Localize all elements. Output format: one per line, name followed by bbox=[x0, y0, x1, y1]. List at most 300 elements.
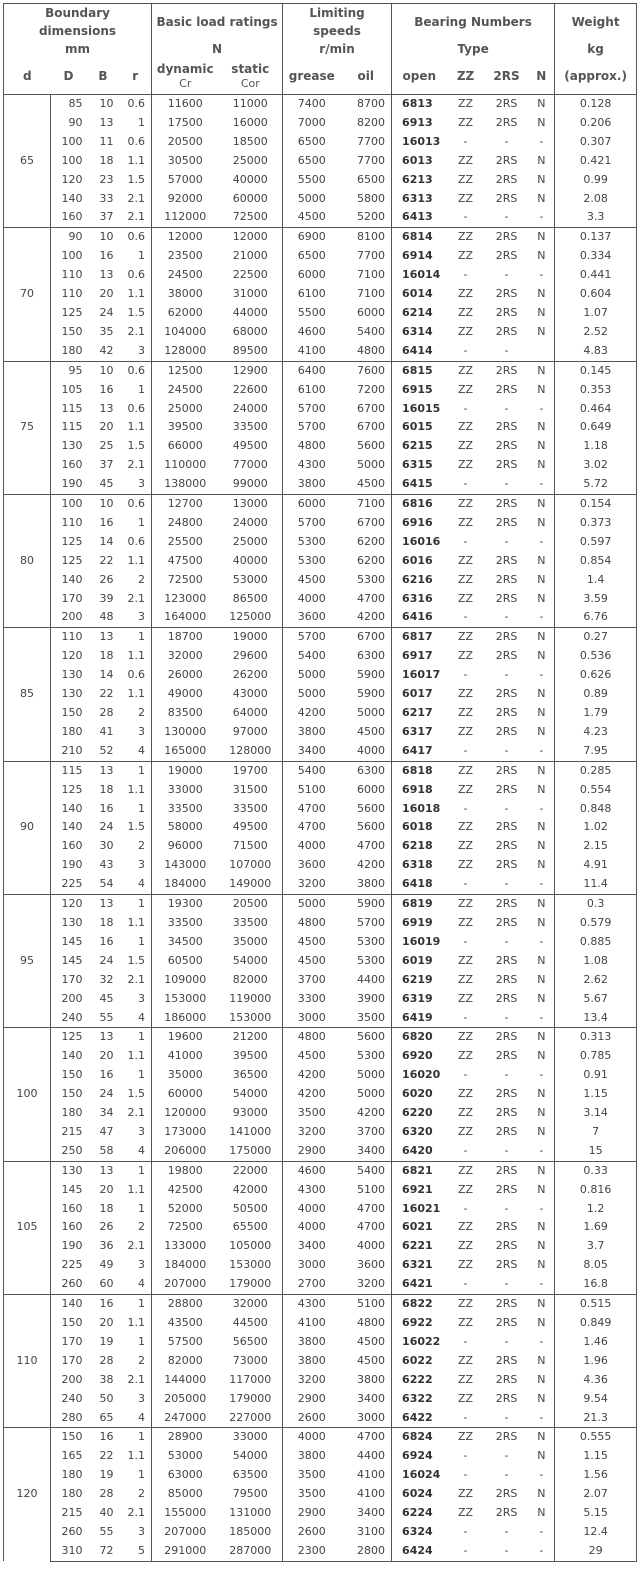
cell-weight: 1.2 bbox=[555, 1200, 637, 1219]
table-row bbox=[4, 1066, 637, 1085]
cell-n: - bbox=[529, 1523, 555, 1542]
cell-n: N bbox=[529, 1314, 555, 1333]
row-group-d120 bbox=[4, 1428, 637, 1561]
cell-static: 175000 bbox=[219, 1142, 283, 1161]
cell-dynamic: 173000 bbox=[164, 1124, 207, 1138]
cell-dynamic: 47500 bbox=[167, 553, 203, 567]
cell-B: 28 bbox=[99, 1487, 114, 1501]
table-row bbox=[4, 666, 637, 685]
header-bearing-title: Bearing Numbers bbox=[392, 4, 555, 41]
cell-oil: 5600 bbox=[341, 437, 392, 456]
cell-weight: 0.91 bbox=[555, 1066, 637, 1085]
cell-r: 0.6 bbox=[120, 495, 152, 514]
cell-oil: 7600 bbox=[341, 361, 392, 380]
header-col-oil: oil bbox=[341, 58, 392, 95]
cell-weight: 2.62 bbox=[555, 971, 637, 990]
cell-r: 2.1 bbox=[120, 190, 152, 209]
cell-n: N bbox=[529, 361, 555, 380]
cell-oil: 5300 bbox=[341, 933, 392, 952]
cell-open: 6415 bbox=[402, 477, 433, 491]
cell-D: 130 bbox=[51, 1161, 87, 1180]
cell-oil: 5100 bbox=[341, 1295, 392, 1314]
cell-open: 6315 bbox=[402, 458, 433, 472]
cell-r: 2.1 bbox=[120, 1237, 152, 1256]
cell-B: 13 bbox=[87, 895, 120, 914]
cell-oil: 4200 bbox=[341, 1104, 392, 1123]
cell-r: 1 bbox=[120, 1295, 152, 1314]
cell-open: 6016 bbox=[402, 553, 433, 567]
cell-oil: 3100 bbox=[341, 1523, 392, 1542]
table-row bbox=[4, 437, 637, 456]
cell-oil: 7100 bbox=[341, 266, 392, 285]
table-row bbox=[4, 1542, 637, 1561]
cell-B: 13 bbox=[87, 628, 120, 647]
table-row bbox=[4, 1256, 637, 1275]
cell-zz: ZZ bbox=[458, 687, 474, 701]
cell-dynamic: 57500 bbox=[167, 1334, 203, 1348]
cell-grease: 6500 bbox=[297, 153, 326, 167]
cell-zz: ZZ bbox=[458, 458, 474, 472]
cell-open: 6219 bbox=[402, 972, 433, 986]
row-group-d90 bbox=[4, 761, 637, 894]
cell-weight: 0.515 bbox=[555, 1295, 637, 1314]
table-row bbox=[4, 514, 637, 533]
cell-r: 1 bbox=[120, 1333, 152, 1352]
cell-static: 153000 bbox=[219, 1256, 283, 1275]
cell-oil: 7100 bbox=[341, 495, 392, 514]
cell-B: 22 bbox=[99, 687, 114, 701]
cell-D: 215 bbox=[61, 1506, 83, 1520]
cell-oil: 4400 bbox=[341, 971, 392, 990]
cell-r: 4 bbox=[120, 875, 152, 894]
table-row bbox=[4, 1295, 637, 1314]
cell-oil: 3400 bbox=[341, 1390, 392, 1409]
cell-D: 130 bbox=[61, 439, 83, 453]
cell-weight: 0.536 bbox=[555, 647, 637, 666]
cell-r: 0.6 bbox=[120, 95, 152, 114]
cell-D: 310 bbox=[51, 1542, 87, 1561]
cell-open: 6819 bbox=[392, 895, 447, 914]
cell-r: 3 bbox=[120, 990, 152, 1009]
cell-2rs: 2RS bbox=[495, 820, 518, 834]
cell-r: 0.6 bbox=[120, 400, 152, 419]
cell-dynamic: 35000 bbox=[167, 1068, 203, 1082]
cell-zz: - bbox=[463, 668, 468, 682]
cell-zz: - bbox=[463, 877, 468, 891]
cell-static: 287000 bbox=[219, 1542, 283, 1561]
cell-grease: 6100 bbox=[297, 382, 326, 396]
cell-d: 70 bbox=[4, 228, 51, 361]
cell-2rs: - bbox=[504, 1143, 509, 1157]
cell-weight: 0.649 bbox=[555, 418, 637, 437]
header-col-r: r bbox=[120, 58, 152, 95]
table-row bbox=[4, 304, 637, 323]
cell-2rs: 2RS bbox=[485, 495, 529, 514]
table-row bbox=[4, 742, 637, 761]
cell-r: 2.1 bbox=[120, 1504, 152, 1523]
cell-n: - bbox=[529, 533, 555, 552]
cell-grease: 4800 bbox=[297, 915, 326, 929]
cell-oil: 3500 bbox=[341, 1009, 392, 1028]
cell-B: 34 bbox=[99, 1106, 114, 1120]
cell-oil: 4000 bbox=[341, 742, 392, 761]
cell-grease: 6000 bbox=[297, 268, 326, 282]
cell-B: 39 bbox=[99, 591, 114, 605]
cell-n: N bbox=[529, 285, 555, 304]
cell-r: 0.6 bbox=[120, 361, 152, 380]
header-col-grease: grease bbox=[288, 69, 335, 83]
cell-static: 13000 bbox=[219, 495, 283, 514]
cell-zz: ZZ bbox=[458, 287, 474, 301]
cell-open: 6014 bbox=[402, 287, 433, 301]
cell-static: 39500 bbox=[219, 1047, 283, 1066]
cell-oil: 7100 bbox=[341, 285, 392, 304]
cell-weight: 7.95 bbox=[555, 742, 637, 761]
cell-weight: 0.579 bbox=[555, 914, 637, 933]
cell-dynamic: 33500 bbox=[167, 915, 203, 929]
cell-static: 24000 bbox=[219, 400, 283, 419]
header-static-symbol: Cor bbox=[240, 76, 260, 90]
cell-B: 16 bbox=[99, 382, 114, 396]
cell-2rs: - bbox=[504, 1468, 509, 1482]
cell-B: 19 bbox=[99, 1334, 114, 1348]
cell-2rs: 2RS bbox=[495, 724, 518, 738]
table-row bbox=[4, 685, 637, 704]
cell-grease: 3800 bbox=[297, 1334, 326, 1348]
cell-dynamic: 153000 bbox=[164, 991, 207, 1005]
cell-static: 119000 bbox=[219, 990, 283, 1009]
cell-weight: 0.626 bbox=[555, 666, 637, 685]
cell-B: 54 bbox=[99, 877, 114, 891]
cell-n: - bbox=[529, 608, 555, 627]
cell-weight: 0.554 bbox=[555, 781, 637, 800]
cell-oil: 5900 bbox=[341, 895, 392, 914]
cell-D: 140 bbox=[61, 572, 83, 586]
cell-open: 6914 bbox=[402, 249, 433, 263]
cell-oil: 5000 bbox=[341, 1085, 392, 1104]
header-col-D: D bbox=[63, 69, 74, 83]
cell-grease: 4700 bbox=[297, 801, 326, 815]
cell-n: N bbox=[529, 952, 555, 971]
header-col-2rs: 2RS bbox=[493, 69, 520, 83]
cell-static: 22600 bbox=[219, 381, 283, 400]
cell-oil: 5600 bbox=[341, 800, 392, 819]
cell-B: 16 bbox=[99, 249, 114, 263]
cell-grease: 5000 bbox=[297, 191, 326, 205]
cell-zz: ZZ bbox=[458, 724, 474, 738]
cell-D: 150 bbox=[61, 324, 83, 338]
cell-weight: 0.849 bbox=[555, 1314, 637, 1333]
cell-D: 190 bbox=[61, 858, 83, 872]
table-row bbox=[4, 837, 637, 856]
cell-dynamic: 25500 bbox=[167, 534, 203, 548]
cell-zz: ZZ bbox=[458, 1182, 474, 1196]
table-row bbox=[4, 914, 637, 933]
cell-B: 16 bbox=[99, 934, 114, 948]
cell-n: N bbox=[529, 456, 555, 475]
cell-oil: 4400 bbox=[341, 1447, 392, 1466]
table-row bbox=[4, 456, 637, 475]
cell-weight: 0.128 bbox=[555, 95, 637, 114]
cell-D: 90 bbox=[68, 115, 83, 129]
cell-r: 2 bbox=[120, 1218, 152, 1237]
cell-zz: ZZ bbox=[447, 95, 485, 114]
cell-oil: 2800 bbox=[341, 1542, 392, 1561]
table-row bbox=[4, 818, 637, 837]
table-row bbox=[4, 1123, 637, 1142]
cell-dynamic: 42500 bbox=[167, 1182, 203, 1196]
cell-oil: 4500 bbox=[341, 723, 392, 742]
cell-2rs: 2RS bbox=[495, 1316, 518, 1329]
cell-n: N bbox=[529, 228, 555, 247]
cell-open: 6421 bbox=[402, 1277, 433, 1291]
cell-d: 65 bbox=[4, 95, 51, 228]
cell-2rs: - bbox=[504, 1201, 509, 1215]
cell-dynamic: 39500 bbox=[167, 420, 203, 434]
cell-static: 35000 bbox=[219, 933, 283, 952]
cell-2rs: - bbox=[504, 610, 509, 624]
cell-n: - bbox=[529, 1542, 555, 1561]
cell-dynamic: 184000 bbox=[164, 877, 207, 891]
cell-r: 1.5 bbox=[120, 1085, 152, 1104]
cell-2rs: 2RS bbox=[485, 1161, 529, 1180]
cell-dynamic: 206000 bbox=[164, 1143, 207, 1157]
row-group-d100 bbox=[4, 1028, 637, 1161]
cell-r: 4 bbox=[120, 1009, 152, 1028]
cell-oil: 6200 bbox=[341, 552, 392, 571]
cell-open: 6917 bbox=[402, 649, 433, 663]
cell-dynamic: 19000 bbox=[152, 761, 219, 780]
table-row bbox=[4, 1085, 637, 1104]
cell-n: N bbox=[529, 971, 555, 990]
cell-r: 0.6 bbox=[120, 666, 152, 685]
cell-d: 120 bbox=[4, 1428, 51, 1561]
cell-r: 4 bbox=[120, 1275, 152, 1294]
cell-B: 65 bbox=[99, 1410, 114, 1424]
cell-open: 6822 bbox=[392, 1295, 447, 1314]
cell-n: N bbox=[529, 1371, 555, 1390]
cell-open: 6922 bbox=[402, 1316, 433, 1329]
cell-D: 105 bbox=[61, 382, 83, 396]
cell-zz: ZZ bbox=[447, 895, 485, 914]
cell-static: 22500 bbox=[219, 266, 283, 285]
cell-D: 125 bbox=[61, 305, 83, 319]
cell-dynamic: 24500 bbox=[167, 382, 203, 396]
cell-open: 6015 bbox=[402, 420, 433, 434]
cell-static: 54000 bbox=[219, 952, 283, 971]
header-speed-line1: Limiting bbox=[283, 4, 392, 23]
cell-n: N bbox=[529, 114, 555, 133]
cell-B: 14 bbox=[99, 668, 114, 682]
table-row bbox=[4, 1333, 637, 1352]
cell-B: 20 bbox=[99, 287, 114, 301]
cell-grease: 6400 bbox=[283, 361, 341, 380]
cell-n: N bbox=[529, 837, 555, 856]
cell-D: 150 bbox=[61, 706, 83, 719]
cell-static: 33500 bbox=[219, 418, 283, 437]
cell-n: N bbox=[529, 1047, 555, 1066]
cell-static: 18500 bbox=[219, 133, 283, 152]
cell-grease: 3000 bbox=[297, 1258, 326, 1272]
cell-r: 3 bbox=[120, 1390, 152, 1409]
cell-oil: 5900 bbox=[341, 666, 392, 685]
cell-D: 190 bbox=[61, 1239, 83, 1253]
cell-B: 40 bbox=[99, 1506, 114, 1520]
cell-D: 125 bbox=[61, 534, 83, 548]
cell-grease: 5300 bbox=[297, 534, 326, 548]
cell-grease: 3500 bbox=[297, 1468, 326, 1482]
cell-dynamic: 120000 bbox=[164, 1106, 207, 1120]
table-row bbox=[4, 190, 637, 209]
cell-weight: 3.3 bbox=[555, 208, 637, 227]
cell-r: 1.1 bbox=[120, 1447, 152, 1466]
cell-n: - bbox=[529, 1066, 555, 1085]
cell-dynamic: 20500 bbox=[167, 134, 203, 148]
cell-2rs: - bbox=[504, 401, 509, 415]
cell-zz: ZZ bbox=[458, 1220, 474, 1234]
row-group-d80 bbox=[4, 495, 637, 628]
cell-oil: 5400 bbox=[341, 323, 392, 342]
cell-open: 6220 bbox=[402, 1106, 433, 1120]
cell-r: 2 bbox=[120, 1485, 152, 1504]
table-row bbox=[4, 95, 637, 114]
cell-r: 1 bbox=[120, 247, 152, 266]
cell-D: 215 bbox=[61, 1124, 83, 1138]
cell-n: N bbox=[529, 190, 555, 209]
cell-dynamic: 28900 bbox=[152, 1428, 219, 1447]
cell-zz: ZZ bbox=[458, 858, 474, 872]
cell-n: N bbox=[529, 247, 555, 266]
cell-open: 6221 bbox=[402, 1239, 433, 1253]
cell-oil: 4200 bbox=[341, 608, 392, 627]
cell-D: 160 bbox=[61, 1220, 83, 1234]
cell-r: 2.1 bbox=[120, 323, 152, 342]
cell-n: N bbox=[529, 514, 555, 533]
table-row bbox=[4, 571, 637, 590]
cell-oil: 5800 bbox=[341, 190, 392, 209]
cell-open: 6813 bbox=[392, 95, 447, 114]
row-group-d105 bbox=[4, 1161, 637, 1294]
cell-r: 2.1 bbox=[120, 590, 152, 609]
cell-zz: ZZ bbox=[458, 553, 474, 567]
cell-weight: 0.313 bbox=[555, 1028, 637, 1047]
cell-grease: 3200 bbox=[297, 1124, 326, 1138]
cell-static: 149000 bbox=[219, 875, 283, 894]
cell-grease: 3400 bbox=[297, 1239, 326, 1253]
cell-B: 55 bbox=[99, 1010, 114, 1024]
cell-D: 200 bbox=[61, 1372, 83, 1386]
table-row bbox=[4, 1161, 637, 1180]
cell-open: 16014 bbox=[402, 268, 441, 282]
cell-zz: - bbox=[463, 1524, 468, 1538]
cell-B: 28 bbox=[99, 706, 114, 719]
cell-open: 6418 bbox=[402, 877, 433, 891]
cell-B: 48 bbox=[99, 610, 114, 624]
cell-static: 44000 bbox=[219, 304, 283, 323]
cell-weight: 4.36 bbox=[555, 1371, 637, 1390]
cell-oil: 6700 bbox=[341, 514, 392, 533]
table-row bbox=[4, 628, 637, 647]
cell-D: 110 bbox=[61, 515, 83, 529]
cell-r: 4 bbox=[120, 1409, 152, 1428]
cell-static: 131000 bbox=[219, 1504, 283, 1523]
cell-weight: 0.604 bbox=[555, 285, 637, 304]
cell-D: 145 bbox=[61, 934, 83, 948]
cell-zz: ZZ bbox=[458, 1316, 474, 1329]
cell-zz: - bbox=[463, 477, 468, 491]
cell-open: 6320 bbox=[402, 1124, 433, 1138]
cell-open: 6214 bbox=[402, 305, 433, 319]
cell-B: 13 bbox=[99, 115, 114, 129]
cell-n: N bbox=[529, 552, 555, 571]
cell-2rs: 2RS bbox=[495, 858, 518, 872]
header-dynamic-label: dynamic bbox=[156, 61, 214, 76]
table-row bbox=[4, 895, 637, 914]
cell-2rs: 2RS bbox=[495, 591, 518, 605]
cell-r: 1 bbox=[120, 1200, 152, 1219]
cell-B: 37 bbox=[99, 458, 114, 472]
cell-n: N bbox=[529, 1123, 555, 1142]
cell-d: 85 bbox=[4, 628, 51, 761]
cell-zz: ZZ bbox=[458, 1087, 474, 1101]
cell-dynamic: 26000 bbox=[167, 668, 203, 682]
cell-open: 6215 bbox=[402, 439, 433, 453]
cell-weight: 7 bbox=[555, 1123, 637, 1142]
table-row bbox=[4, 1523, 637, 1542]
cell-grease: 4600 bbox=[283, 1161, 341, 1180]
header-boundary-line1: Boundary bbox=[4, 4, 152, 23]
cell-D: 145 bbox=[61, 953, 83, 967]
cell-dynamic: 144000 bbox=[164, 1372, 207, 1386]
table-row bbox=[4, 1047, 637, 1066]
table-row bbox=[4, 1218, 637, 1237]
cell-weight: 0.99 bbox=[555, 171, 637, 190]
cell-oil: 5600 bbox=[341, 1028, 392, 1047]
cell-r: 1 bbox=[120, 933, 152, 952]
cell-static: 49500 bbox=[219, 437, 283, 456]
cell-B: 19 bbox=[99, 1468, 114, 1482]
cell-D: 100 bbox=[61, 153, 83, 167]
cell-B: 24 bbox=[99, 305, 114, 319]
cell-2rs: 2RS bbox=[495, 839, 518, 853]
cell-grease: 4000 bbox=[297, 591, 326, 605]
cell-weight: 2.52 bbox=[555, 323, 637, 342]
cell-2rs: 2RS bbox=[495, 572, 518, 586]
cell-grease: 5300 bbox=[297, 553, 326, 567]
cell-zz: ZZ bbox=[447, 361, 485, 380]
cell-r: 1 bbox=[120, 1466, 152, 1485]
cell-grease: 7000 bbox=[297, 115, 326, 129]
cell-oil: 5300 bbox=[341, 1047, 392, 1066]
cell-r: 1.1 bbox=[120, 285, 152, 304]
cell-oil: 6200 bbox=[341, 533, 392, 552]
cell-open: 6324 bbox=[402, 1524, 433, 1538]
cell-dynamic: 83500 bbox=[167, 706, 203, 719]
cell-D: 280 bbox=[61, 1410, 83, 1424]
cell-weight: 1.18 bbox=[555, 437, 637, 456]
table-row bbox=[4, 723, 637, 742]
cell-zz: - bbox=[463, 268, 468, 282]
cell-r: 2.1 bbox=[120, 1371, 152, 1390]
cell-grease: 4600 bbox=[297, 324, 326, 338]
cell-oil: 5000 bbox=[341, 456, 392, 475]
cell-B: 60 bbox=[99, 1277, 114, 1291]
cell-zz: ZZ bbox=[447, 495, 485, 514]
cell-zz: ZZ bbox=[447, 1161, 485, 1180]
cell-weight: 0.373 bbox=[555, 514, 637, 533]
cell-n: N bbox=[529, 856, 555, 875]
cell-static: 12900 bbox=[219, 361, 283, 380]
